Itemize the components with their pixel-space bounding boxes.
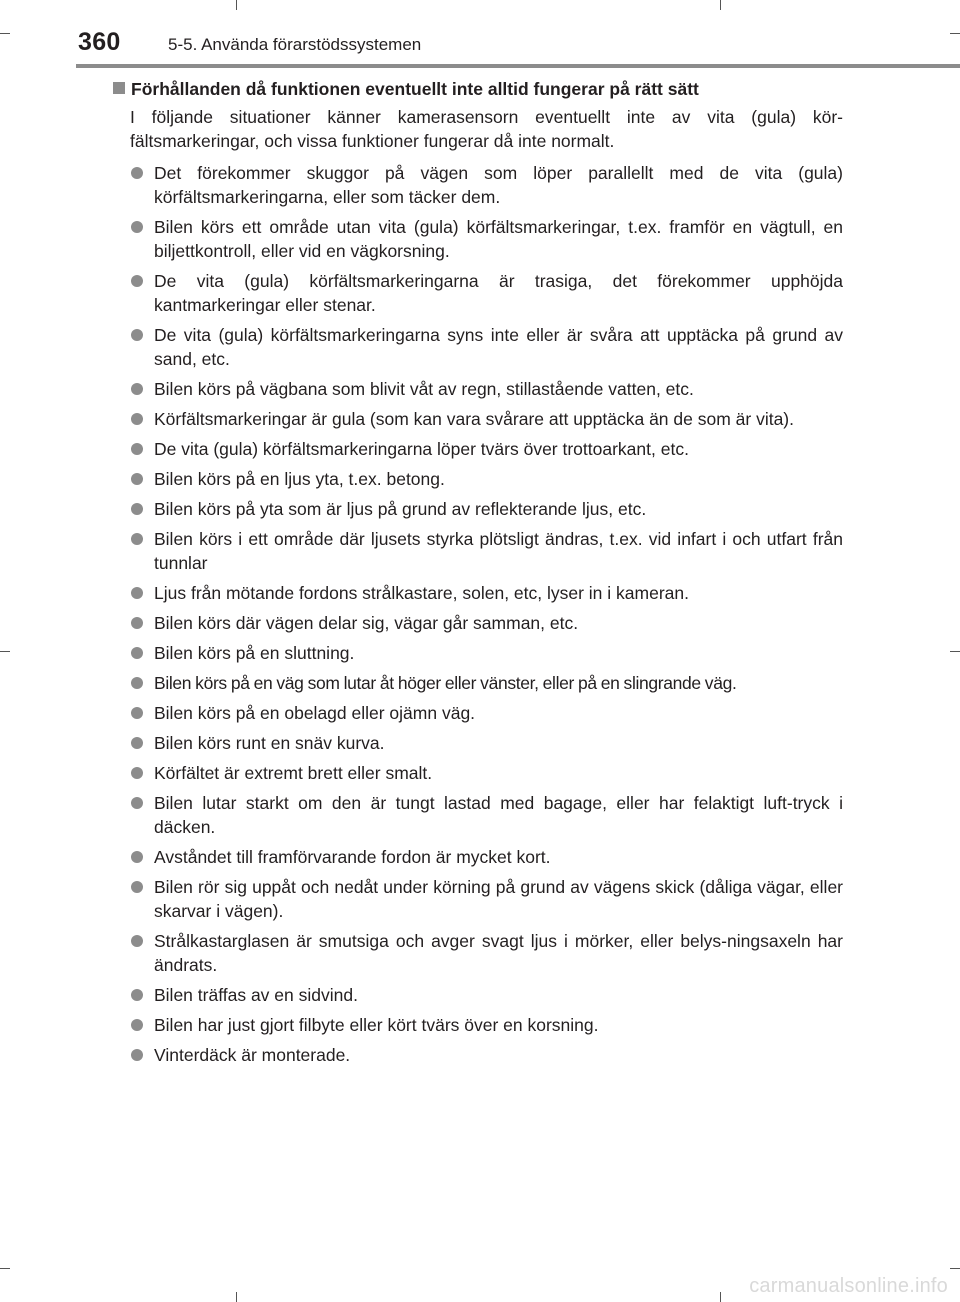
list-item-text: Bilen körs på en ljus yta, t.ex. betong. [154, 469, 445, 489]
bullet-dot-icon [131, 503, 143, 515]
list-item-text: Bilen körs på en obelagd eller ojämn väg. [154, 703, 476, 723]
list-item-text: Ljus från mötande fordons strålkastare, solen, etc, lyser in i kameran. [154, 583, 689, 603]
square-bullet-icon [113, 82, 125, 94]
list-item [130, 1013, 843, 1037]
crop-mark [0, 1268, 10, 1269]
bullet-dot-icon [131, 851, 143, 863]
list-item [130, 437, 843, 461]
crop-mark [950, 651, 960, 652]
bullet-dot-icon [131, 275, 143, 287]
list-item-text: Bilen körs runt en snäv kurva. [154, 733, 385, 753]
crop-mark [720, 0, 721, 10]
header-rule [76, 64, 960, 68]
bullet-dot-icon [131, 989, 143, 1001]
list-item [130, 983, 843, 1007]
bullet-dot-icon [131, 167, 143, 179]
list-item [130, 1043, 843, 1067]
crop-mark [0, 651, 10, 652]
section-heading [113, 77, 843, 101]
list-item [130, 161, 843, 209]
list-item [130, 527, 843, 575]
list-item-text: Bilen körs på en väg som lutar åt höger eller vänster, eller på en slingrande väg. [154, 673, 737, 693]
list-item-text: Bilen körs där vägen delar sig, vägar går samman, etc. [154, 613, 579, 633]
list-item-text: Bilen lutar starkt om den är tungt lastad med bagage, eller har felaktigt luft-tryck i däcken. [154, 793, 843, 837]
bullet-dot-icon [131, 533, 143, 545]
bullet-dot-icon [131, 1019, 143, 1031]
page-number: 360 [78, 28, 121, 56]
bullet-dot-icon [131, 221, 143, 233]
list-item [130, 215, 843, 263]
list-item [130, 497, 843, 521]
bullet-dot-icon [131, 587, 143, 599]
list-item-text: De vita (gula) körfältsmarkeringarna löper tvärs över trottoarkant, etc. [154, 439, 689, 459]
list-item-text: Strålkastarglasen är smutsiga och avger svagt ljus i mörker, eller belys-ningsaxeln har ändrats. [154, 931, 843, 975]
list-item [130, 791, 843, 839]
condition-list [113, 161, 843, 1067]
bullet-dot-icon [131, 707, 143, 719]
heading-text: Förhållanden då funktionen eventuellt inte alltid fungerar på rätt sätt [131, 79, 699, 99]
list-item [130, 407, 843, 431]
bullet-dot-icon [131, 935, 143, 947]
list-item [130, 731, 843, 755]
bullet-dot-icon [131, 1049, 143, 1061]
list-item [130, 641, 843, 665]
bullet-dot-icon [131, 677, 143, 689]
bullet-dot-icon [131, 797, 143, 809]
list-item-text: Bilen träffas av en sidvind. [154, 985, 358, 1005]
list-item-text: Bilen körs på en sluttning. [154, 643, 355, 663]
list-item [130, 701, 843, 725]
list-item [130, 581, 843, 605]
bullet-dot-icon [131, 413, 143, 425]
list-item [130, 323, 843, 371]
list-item-text: Avståndet till framförvarande fordon är mycket kort. [154, 847, 551, 867]
bullet-dot-icon [131, 443, 143, 455]
list-item-text: Bilen rör sig uppåt och nedåt under körning på grund av vägens skick (dåliga vägar, eller skarvar i vägen). [154, 877, 843, 921]
list-item-text: Bilen körs på vägbana som blivit våt av regn, stillastående vatten, etc. [154, 379, 694, 399]
bullet-dot-icon [131, 881, 143, 893]
section-title: 5-5. Använda förarstödssystemen [168, 35, 422, 54]
crop-mark [236, 1292, 237, 1302]
list-item [130, 611, 843, 635]
list-item [130, 761, 843, 785]
list-item-text: Körfältsmarkeringar är gula (som kan vara svårare att upptäcka än de som är vita). [154, 409, 794, 429]
list-item-text: Det förekommer skuggor på vägen som löper parallellt med de vita (gula) körfältsmarkeringarna, eller som täcker dem. [154, 163, 843, 207]
main-content [113, 77, 843, 1073]
list-item [130, 269, 843, 317]
intro-paragraph: I följande situationer känner kamerasensorn eventuellt inte av vita (gula) kör-fältsmarkeringar, och vissa funktioner fungerar då inte normalt. [130, 107, 843, 151]
bullet-dot-icon [131, 647, 143, 659]
list-item [130, 875, 843, 923]
crop-mark [720, 1292, 721, 1302]
list-item-text: De vita (gula) körfältsmarkeringarna är trasiga, det förekommer upphöjda kantmarkeringar eller stenar. [154, 271, 843, 315]
crop-mark [950, 33, 960, 34]
list-item [130, 929, 843, 977]
bullet-dot-icon [131, 737, 143, 749]
list-item-text: Bilen körs ett område utan vita (gula) körfältsmarkeringar, t.ex. framför en vägtull, en biljettkontroll, eller vid en vägkorsning. [154, 217, 843, 261]
list-item [130, 377, 843, 401]
list-item-text: Bilen har just gjort filbyte eller kört tvärs över en korsning. [154, 1015, 599, 1035]
crop-mark [236, 0, 237, 10]
crop-mark [950, 1268, 960, 1269]
bullet-dot-icon [131, 617, 143, 629]
list-item-text: Bilen körs i ett område där ljusets styrka plötsligt ändras, t.ex. vid infart i och utfart från tunnlar [154, 529, 843, 573]
bullet-dot-icon [131, 767, 143, 779]
list-item-text: Bilen körs på yta som är ljus på grund av reflekterande ljus, etc. [154, 499, 647, 519]
bullet-dot-icon [131, 383, 143, 395]
crop-mark [0, 33, 10, 34]
bullet-dot-icon [131, 329, 143, 341]
list-item [130, 845, 843, 869]
bullet-dot-icon [131, 473, 143, 485]
list-item-text: Körfältet är extremt brett eller smalt. [154, 763, 433, 783]
list-item-text: Vinterdäck är monterade. [154, 1045, 351, 1065]
list-item-text: De vita (gula) körfältsmarkeringarna syns inte eller är svåra att upptäcka på grund av sand, etc. [154, 325, 843, 369]
list-item [130, 671, 843, 695]
watermark: carmanualsonline.info [749, 1275, 948, 1297]
list-item [130, 467, 843, 491]
